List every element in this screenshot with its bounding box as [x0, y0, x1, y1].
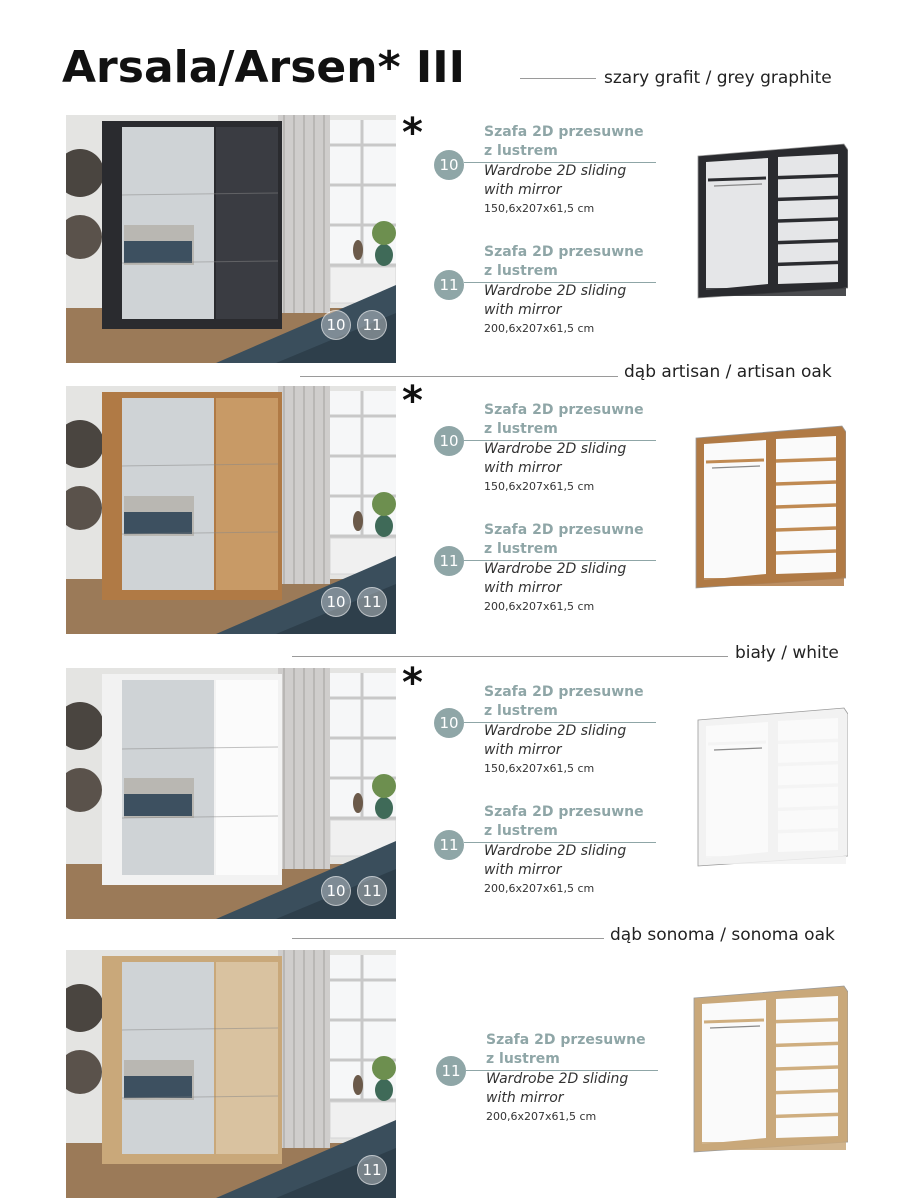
wardrobe-interior-image [692, 982, 848, 1154]
photo-badge: 11 [357, 310, 387, 340]
section-divider [300, 376, 618, 377]
photo-badge: 10 [321, 876, 351, 906]
product-item [434, 243, 694, 353]
product-number-badge: 10 [434, 426, 464, 456]
room-photo [66, 386, 396, 634]
product-name-pl-line2: z lustrem [484, 143, 558, 159]
wardrobe-interior-image [696, 704, 848, 868]
product-name-pl: Szafa 2D przesuwne [484, 522, 644, 538]
color-label: dąb artisan / artisan oak [624, 362, 832, 382]
product-name-en: Wardrobe 2D sliding [486, 1071, 629, 1087]
section-divider [292, 938, 604, 939]
product-item [434, 123, 694, 233]
photo-badge: 11 [357, 587, 387, 617]
color-label: biały / white [735, 643, 839, 663]
product-number-badge: 10 [434, 708, 464, 738]
asterisk-mark: * [402, 378, 423, 424]
product-name-pl: Szafa 2D przesuwne [486, 1032, 646, 1048]
room-photo [66, 950, 396, 1198]
product-item [434, 521, 694, 631]
product-number-badge: 10 [434, 150, 464, 180]
product-name-en-line2: with mirror [484, 862, 562, 878]
product-name-pl: Szafa 2D przesuwne [484, 124, 644, 140]
product-name-en: Wardrobe 2D sliding [484, 561, 627, 577]
product-name-pl: Szafa 2D przesuwne [484, 244, 644, 260]
wardrobe-illustration [694, 986, 848, 1152]
product-name-en-line2: with mirror [484, 302, 562, 318]
product-name-pl-line2: z lustrem [484, 421, 558, 437]
product-name-pl-line2: z lustrem [484, 263, 558, 279]
photo-badge: 11 [357, 1155, 387, 1185]
product-name-pl-line2: z lustrem [484, 541, 558, 557]
product-name-pl: Szafa 2D przesuwne [484, 684, 644, 700]
photo-badge: 10 [321, 587, 351, 617]
product-dimensions: 150,6x207x61,5 cm [484, 202, 595, 215]
product-name-en-line2: with mirror [484, 182, 562, 198]
product-name-en: Wardrobe 2D sliding [484, 441, 627, 457]
page-title: Arsala/Arsen* III [62, 42, 466, 93]
product-name-en-line2: with mirror [486, 1090, 564, 1106]
product-number-badge: 11 [434, 830, 464, 860]
asterisk-mark: * [402, 110, 423, 156]
asterisk-mark: * [402, 660, 423, 706]
room-photo [66, 668, 396, 919]
wardrobe-illustration [696, 426, 846, 588]
product-item [434, 1031, 694, 1141]
wardrobe-illustration [698, 708, 848, 866]
product-name-pl-line2: z lustrem [486, 1051, 560, 1067]
product-name-en: Wardrobe 2D sliding [484, 843, 627, 859]
section-divider [520, 78, 596, 79]
product-name-pl-line2: z lustrem [484, 823, 558, 839]
photo-badge: 10 [321, 310, 351, 340]
room-photo [66, 115, 396, 363]
product-name-en: Wardrobe 2D sliding [484, 163, 627, 179]
section-divider [292, 656, 728, 657]
color-label: dąb sonoma / sonoma oak [610, 925, 835, 945]
photo-badge: 11 [357, 876, 387, 906]
product-item [434, 803, 694, 913]
product-dimensions: 200,6x207x61,5 cm [484, 600, 595, 613]
product-name-en-line2: with mirror [484, 580, 562, 596]
product-dimensions: 150,6x207x61,5 cm [484, 480, 595, 493]
product-dimensions: 200,6x207x61,5 cm [484, 882, 595, 895]
wardrobe-illustration [698, 144, 848, 298]
product-number-badge: 11 [436, 1056, 466, 1086]
room-scene [66, 950, 396, 1198]
product-name-en: Wardrobe 2D sliding [484, 723, 627, 739]
product-number-badge: 11 [434, 546, 464, 576]
product-name-pl: Szafa 2D przesuwne [484, 804, 644, 820]
product-name-en: Wardrobe 2D sliding [484, 283, 627, 299]
color-label: szary grafit / grey graphite [604, 68, 832, 88]
product-item [434, 683, 694, 793]
product-number-badge: 11 [434, 270, 464, 300]
product-dimensions: 200,6x207x61,5 cm [486, 1110, 597, 1123]
product-name-en-line2: with mirror [484, 460, 562, 476]
product-name-en-line2: with mirror [484, 742, 562, 758]
product-name-pl: Szafa 2D przesuwne [484, 402, 644, 418]
product-dimensions: 200,6x207x61,5 cm [484, 322, 595, 335]
product-name-pl-line2: z lustrem [484, 703, 558, 719]
product-dimensions: 150,6x207x61,5 cm [484, 762, 595, 775]
wardrobe-interior-image [696, 140, 848, 300]
product-item [434, 401, 694, 511]
wardrobe-interior-image [694, 422, 846, 590]
